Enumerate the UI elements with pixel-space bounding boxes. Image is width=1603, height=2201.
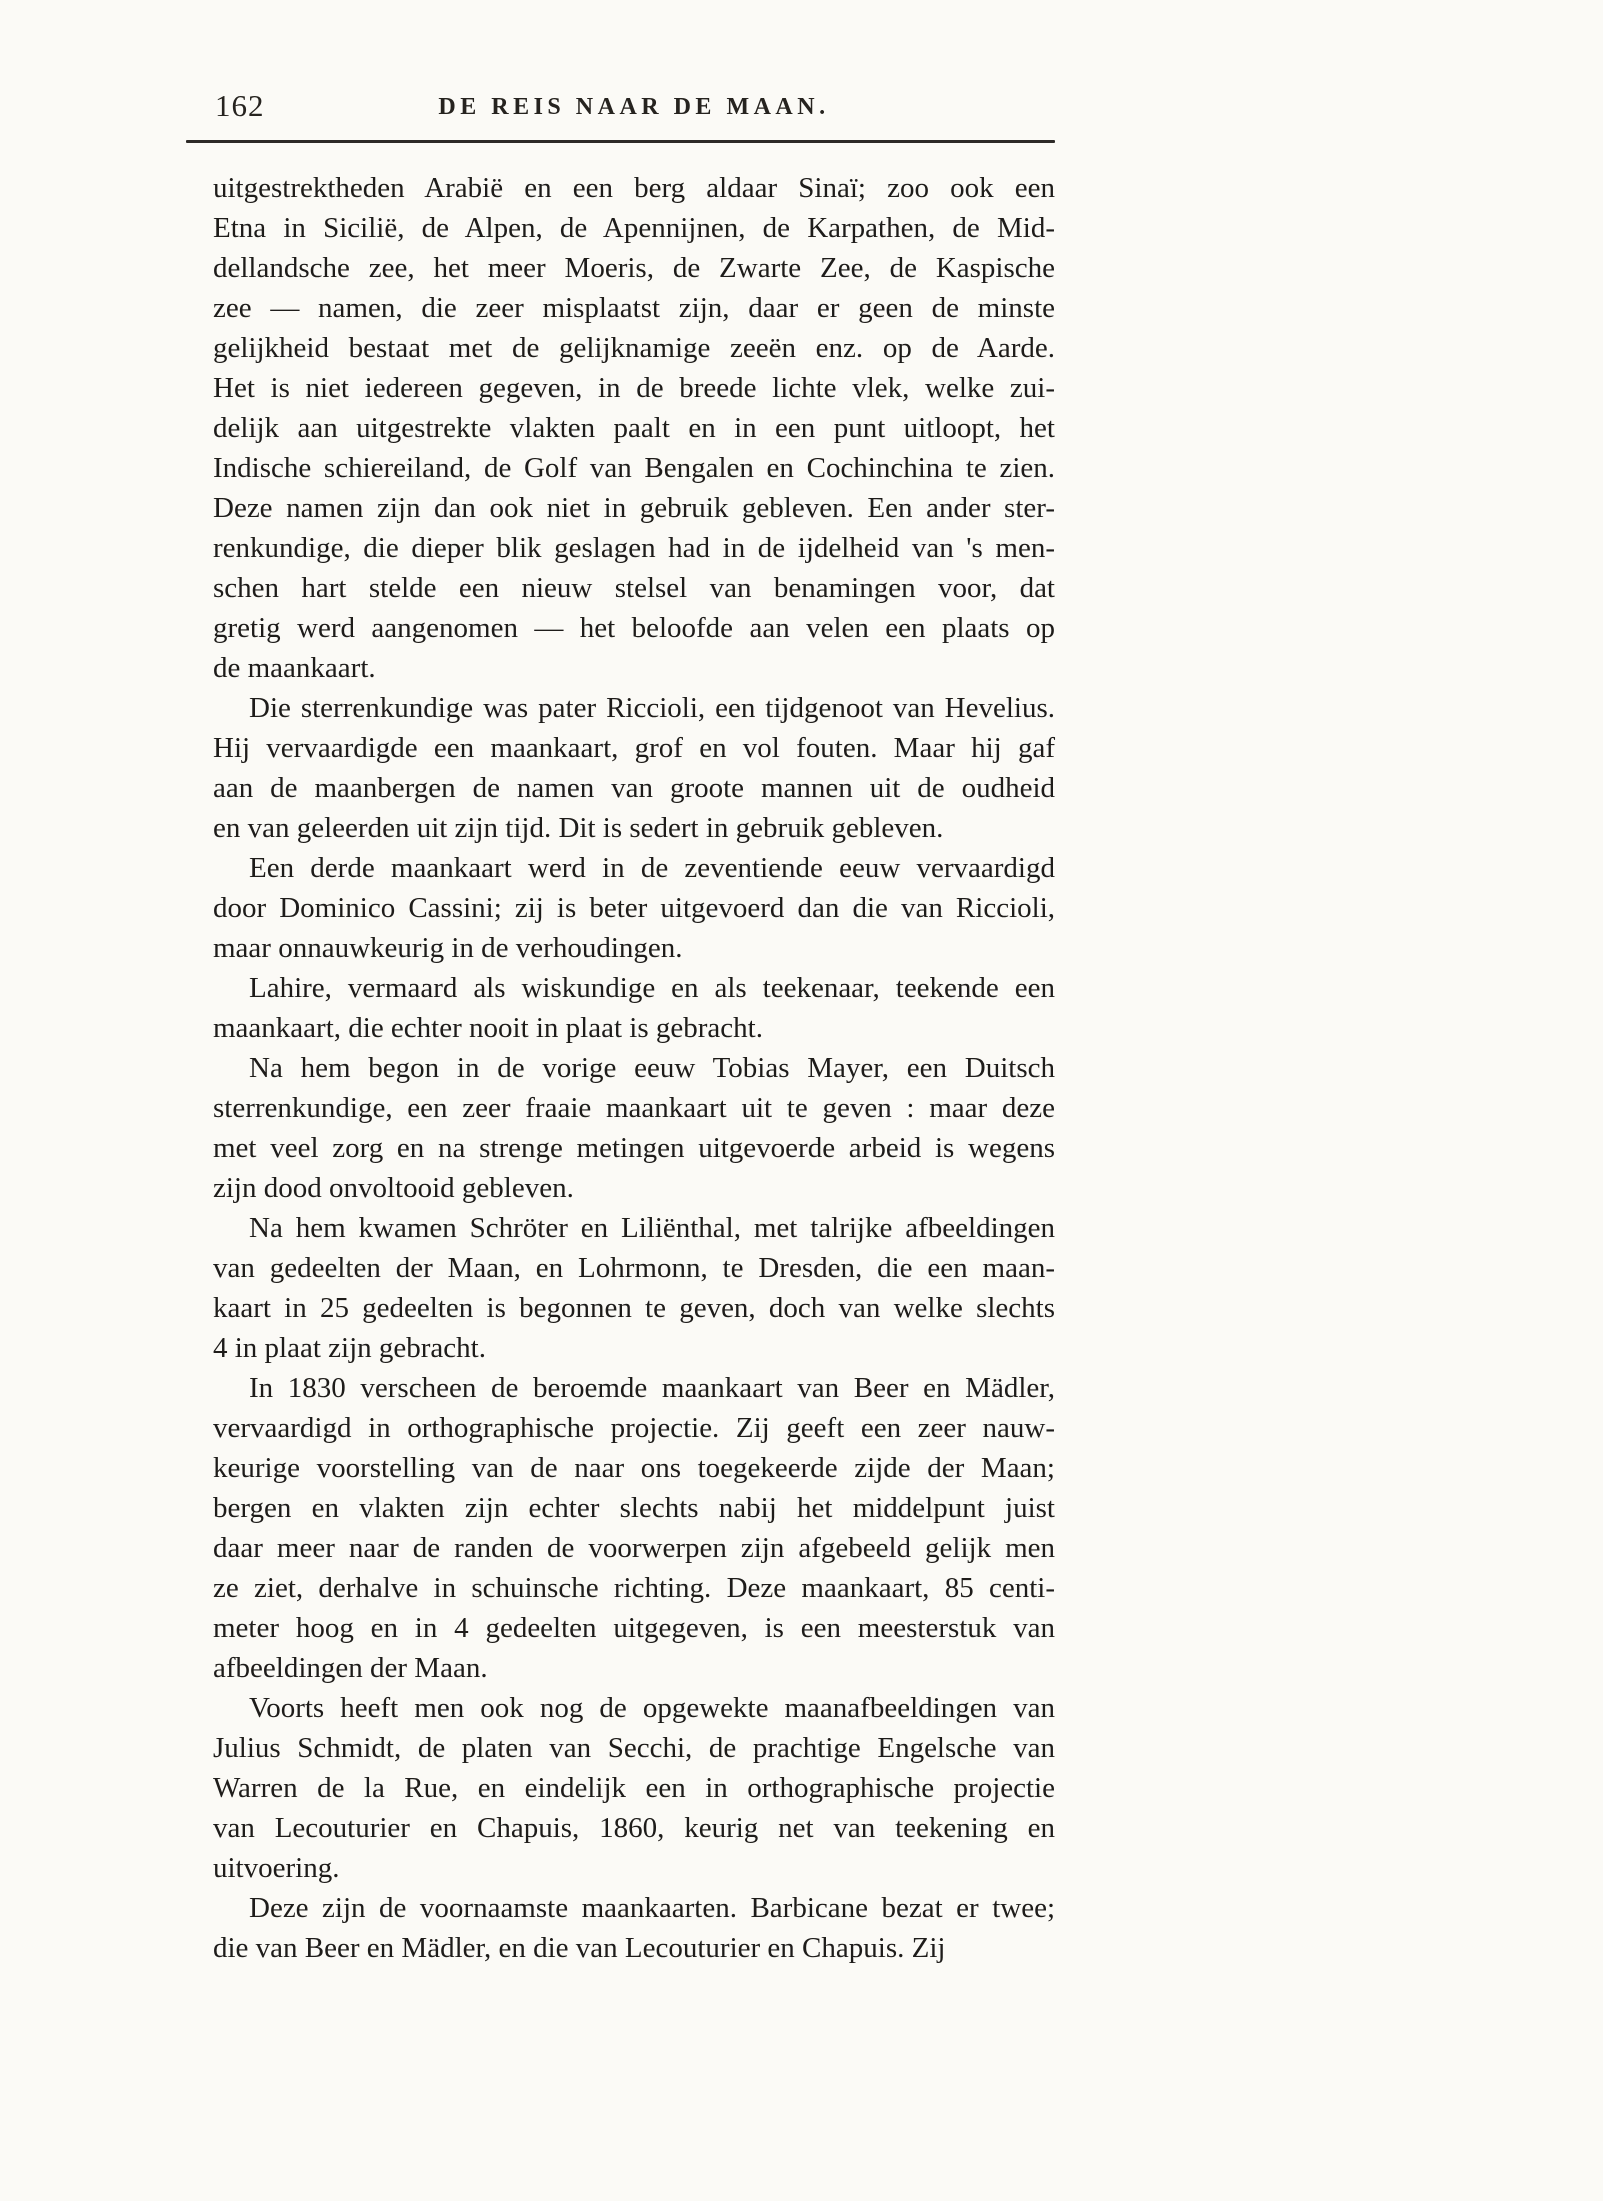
text-line: gretig werd aangenomen — het beloofde aan velen een plaats op xyxy=(213,612,1055,644)
text-line: Het is niet iedereen gegeven, in de breede lichte vlek, welke zui- xyxy=(213,372,1055,404)
text-line: de maankaart. xyxy=(213,652,376,684)
text-line: In 1830 verscheen de beroemde maankaart van Beer en Mädler, xyxy=(249,1372,1055,1404)
text-line: Deze namen zijn dan ook niet in gebruik gebleven. Een ander ster- xyxy=(213,492,1055,524)
header-rule xyxy=(186,140,1055,143)
text-line: uitgestrektheden Arabië en een berg aldaar Sinaï; zoo ook een xyxy=(213,172,1055,204)
text-line: van Lecouturier en Chapuis, 1860, keurig net van teekening en xyxy=(213,1812,1055,1844)
text-line: zijn dood onvoltooid gebleven. xyxy=(213,1172,574,1204)
text-line: vervaardigd in orthographische projectie. Zij geeft een zeer nauw- xyxy=(213,1412,1055,1444)
text-line: Deze zijn de voornaamste maankaarten. Barbicane bezat er twee; xyxy=(249,1892,1055,1924)
text-line: maankaart, die echter nooit in plaat is gebracht. xyxy=(213,1012,763,1044)
paragraph xyxy=(213,1888,1055,1968)
text-line: aan de maanbergen de namen van groote mannen uit de oudheid xyxy=(213,772,1055,804)
text-line: van gedeelten der Maan, en Lohrmonn, te Dresden, die een maan- xyxy=(213,1252,1055,1284)
text-line: gelijkheid bestaat met de gelijknamige zeeën enz. op de Aarde. xyxy=(213,332,1055,364)
paragraph xyxy=(213,1048,1055,1208)
text-block xyxy=(213,88,1055,1968)
page-header xyxy=(213,88,1055,132)
text-line: Hij vervaardigde een maankaart, grof en vol fouten. Maar hij gaf xyxy=(213,732,1055,764)
text-line: bergen en vlakten zijn echter slechts nabij het middelpunt juist xyxy=(213,1492,1055,1524)
paragraph xyxy=(213,848,1055,968)
text-line: delijk aan uitgestrekte vlakten paalt en in een punt uitloopt, het xyxy=(213,412,1055,444)
text-line: Een derde maankaart werd in de zeventiende eeuw vervaardigd xyxy=(249,852,1055,884)
text-line: ze ziet, derhalve in schuinsche richting. Deze maankaart, 85 centi- xyxy=(213,1572,1055,1604)
text-line: renkundige, die dieper blik geslagen had in de ijdelheid van 's men- xyxy=(213,532,1055,564)
text-line: meter hoog en in 4 gedeelten uitgegeven, is een meesterstuk van xyxy=(213,1612,1055,1644)
text-line: Indische schiereiland, de Golf van Bengalen en Cochinchina te zien. xyxy=(213,452,1055,484)
running-title: DE REIS NAAR DE MAAN. xyxy=(438,94,830,120)
text-line: Na hem begon in de vorige eeuw Tobias Mayer, een Duitsch xyxy=(249,1052,1055,1084)
page-body xyxy=(213,168,1055,1968)
paragraph xyxy=(213,968,1055,1048)
text-line: Die sterrenkundige was pater Riccioli, een tijdgenoot van Hevelius. xyxy=(249,692,1055,724)
text-line: door Dominico Cassini; zij is beter uitgevoerd dan die van Riccioli, xyxy=(213,892,1055,924)
text-line: 4 in plaat zijn gebracht. xyxy=(213,1332,486,1364)
text-line: sterrenkundige, een zeer fraaie maankaart uit te geven : maar deze xyxy=(213,1092,1055,1124)
paragraph xyxy=(213,1688,1055,1888)
text-line: Lahire, vermaard als wiskundige en als teekenaar, teekende een xyxy=(249,972,1055,1004)
text-line: Voorts heeft men ook nog de opgewekte maanafbeeldingen van xyxy=(249,1692,1055,1724)
text-line: Etna in Sicilië, de Alpen, de Apennijnen, de Karpathen, de Mid- xyxy=(213,212,1055,244)
page-number: 162 xyxy=(215,88,265,123)
text-line: Na hem kwamen Schröter en Liliënthal, met talrijke afbeeldingen xyxy=(249,1212,1055,1244)
text-line: Warren de la Rue, en eindelijk een in orthographische projectie xyxy=(213,1772,1055,1804)
text-line: maar onnauwkeurig in de verhoudingen. xyxy=(213,932,683,964)
text-line: Julius Schmidt, de platen van Secchi, de prachtige Engelsche van xyxy=(213,1732,1055,1764)
text-line: die van Beer en Mädler, en die van Lecouturier en Chapuis. Zij xyxy=(213,1932,946,1964)
paragraph xyxy=(213,168,1055,688)
paragraph xyxy=(213,1368,1055,1688)
text-line: dellandsche zee, het meer Moeris, de Zwarte Zee, de Kaspische xyxy=(213,252,1055,284)
text-line: uitvoering. xyxy=(213,1852,340,1884)
paragraph xyxy=(213,688,1055,848)
text-line: schen hart stelde een nieuw stelsel van benamingen voor, dat xyxy=(213,572,1055,604)
text-line: en van geleerden uit zijn tijd. Dit is sedert in gebruik gebleven. xyxy=(213,812,944,844)
text-line: kaart in 25 gedeelten is begonnen te geven, doch van welke slechts xyxy=(213,1292,1055,1324)
text-line: zee — namen, die zeer misplaatst zijn, daar er geen de minste xyxy=(213,292,1055,324)
text-line: afbeeldingen der Maan. xyxy=(213,1652,488,1684)
text-line: keurige voorstelling van de naar ons toegekeerde zijde der Maan; xyxy=(213,1452,1055,1484)
text-line: daar meer naar de randen de voorwerpen zijn afgebeeld gelijk men xyxy=(213,1532,1055,1564)
text-line: met veel zorg en na strenge metingen uitgevoerde arbeid is wegens xyxy=(213,1132,1055,1164)
paragraph xyxy=(213,1208,1055,1368)
